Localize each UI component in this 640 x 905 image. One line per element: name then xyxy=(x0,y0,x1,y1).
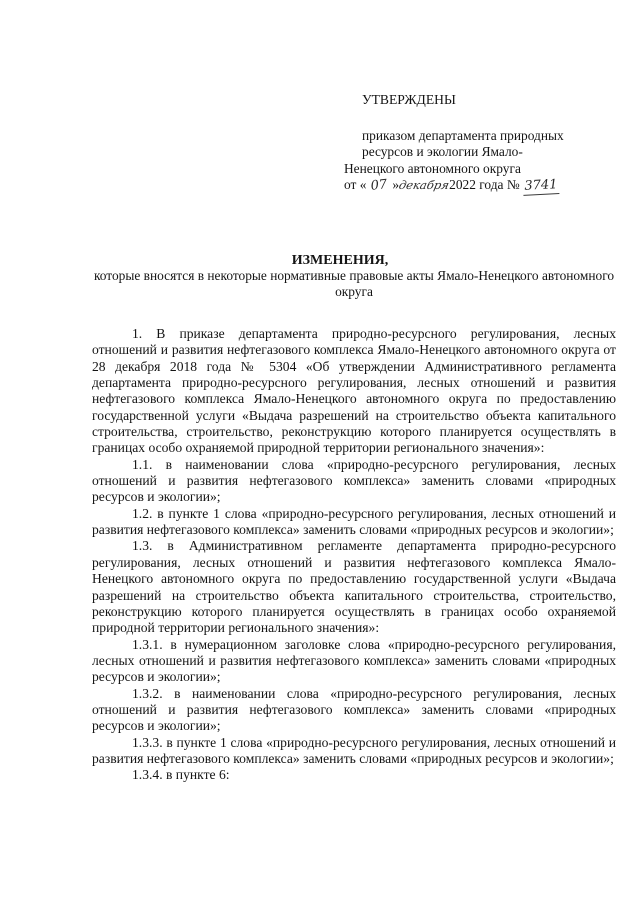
date-quote-close: » xyxy=(392,176,400,192)
paragraph-1-3-4: 1.3.4. в пункте 6: xyxy=(132,767,230,783)
paragraph-1-1: 1.1. в наименовании слова «природно-ресурсного регулирования, лесных отношений и развития нефтегазового комплекса» заменить словами «природных ресурсов и экологии»; xyxy=(92,456,616,505)
date-year: 2022 года № xyxy=(449,176,520,192)
date-prefix: от « xyxy=(344,176,367,192)
paragraph-1-2: 1.2. в пункте 1 слова «природно-ресурсного регулирования, лесных отношений и развития нефтегазового комплекса» заменить словами «природных ресурсов и экологии»; xyxy=(92,505,616,538)
handwritten-day: 07 xyxy=(370,176,389,194)
paragraph-1-3-1: 1.3.1. в нумерационном заголовке слова «природно-ресурсного регулирования, лесных отношений и развития нефтегазового комплекса» заменить словами «природных ресурсов и экологии»; xyxy=(92,636,616,685)
paragraph-1-3-2: 1.3.2. в наименовании слова «природно-ресурсного регулирования, лесных отношений и развития нефтегазового комплекса» заменить словами «природных ресурсов и экологии»; xyxy=(92,685,616,734)
approval-date-line xyxy=(344,177,616,195)
paragraph-1: 1. В приказе департамента природно-ресурсного регулирования, лесных отношений и развития нефтегазового комплекса Ямало-Ненецкого автономного округа от 28 декабря 2018 года № 5304 «Об утверждении Административного регламента департамента природно-ресурсного регулирования, лесных отношений и развития нефтегазового комплекса Ямало-Ненецкого автономного округа по предоставлению государственной услуги «Выдача разрешений на строительство объекта капитального строительства, строительство, реконструкцию которого планируется осуществлять в границах особо охраняемой природной территории регионального значения»: xyxy=(92,326,616,456)
document-body xyxy=(92,326,616,784)
handwritten-order-number: 3741 xyxy=(523,177,560,196)
paragraph-1-3-3: 1.3.3. в пункте 1 слова «природно-ресурсного регулирования, лесных отношений и развития нефтегазового комплекса» заменить словами «природных ресурсов и экологии»; xyxy=(92,734,616,766)
approval-heading: УТВЕРЖДЕНЫ xyxy=(362,92,456,107)
approval-line-1: приказом департамента природных xyxy=(362,128,564,144)
document-title: ИЗМЕНЕНИЯ, xyxy=(291,253,389,268)
handwritten-month: декабря xyxy=(397,177,451,192)
approval-line-2: ресурсов и экологии Ямало- xyxy=(362,144,523,160)
paragraph-1-3: 1.3. в Административном регламенте департамента природно-ресурсного регулирования, лесных отношений и развития нефтегазового комплекса Ямало-Ненецкого автономного округа по предоставлению государственной услуги «Выдача разрешений на строительство объекта капитального строительства, строительство, реконструкцию которого планируется осуществлять в границах особо охраняемой природной территории регионального значения»: xyxy=(92,538,616,636)
approval-line-3: Ненецкого автономного округа xyxy=(344,160,521,176)
document-subtitle: которые вносятся в некоторые нормативные правовые акты Ямало-Ненецкого автономного округа xyxy=(93,268,615,299)
approval-block xyxy=(344,92,616,195)
